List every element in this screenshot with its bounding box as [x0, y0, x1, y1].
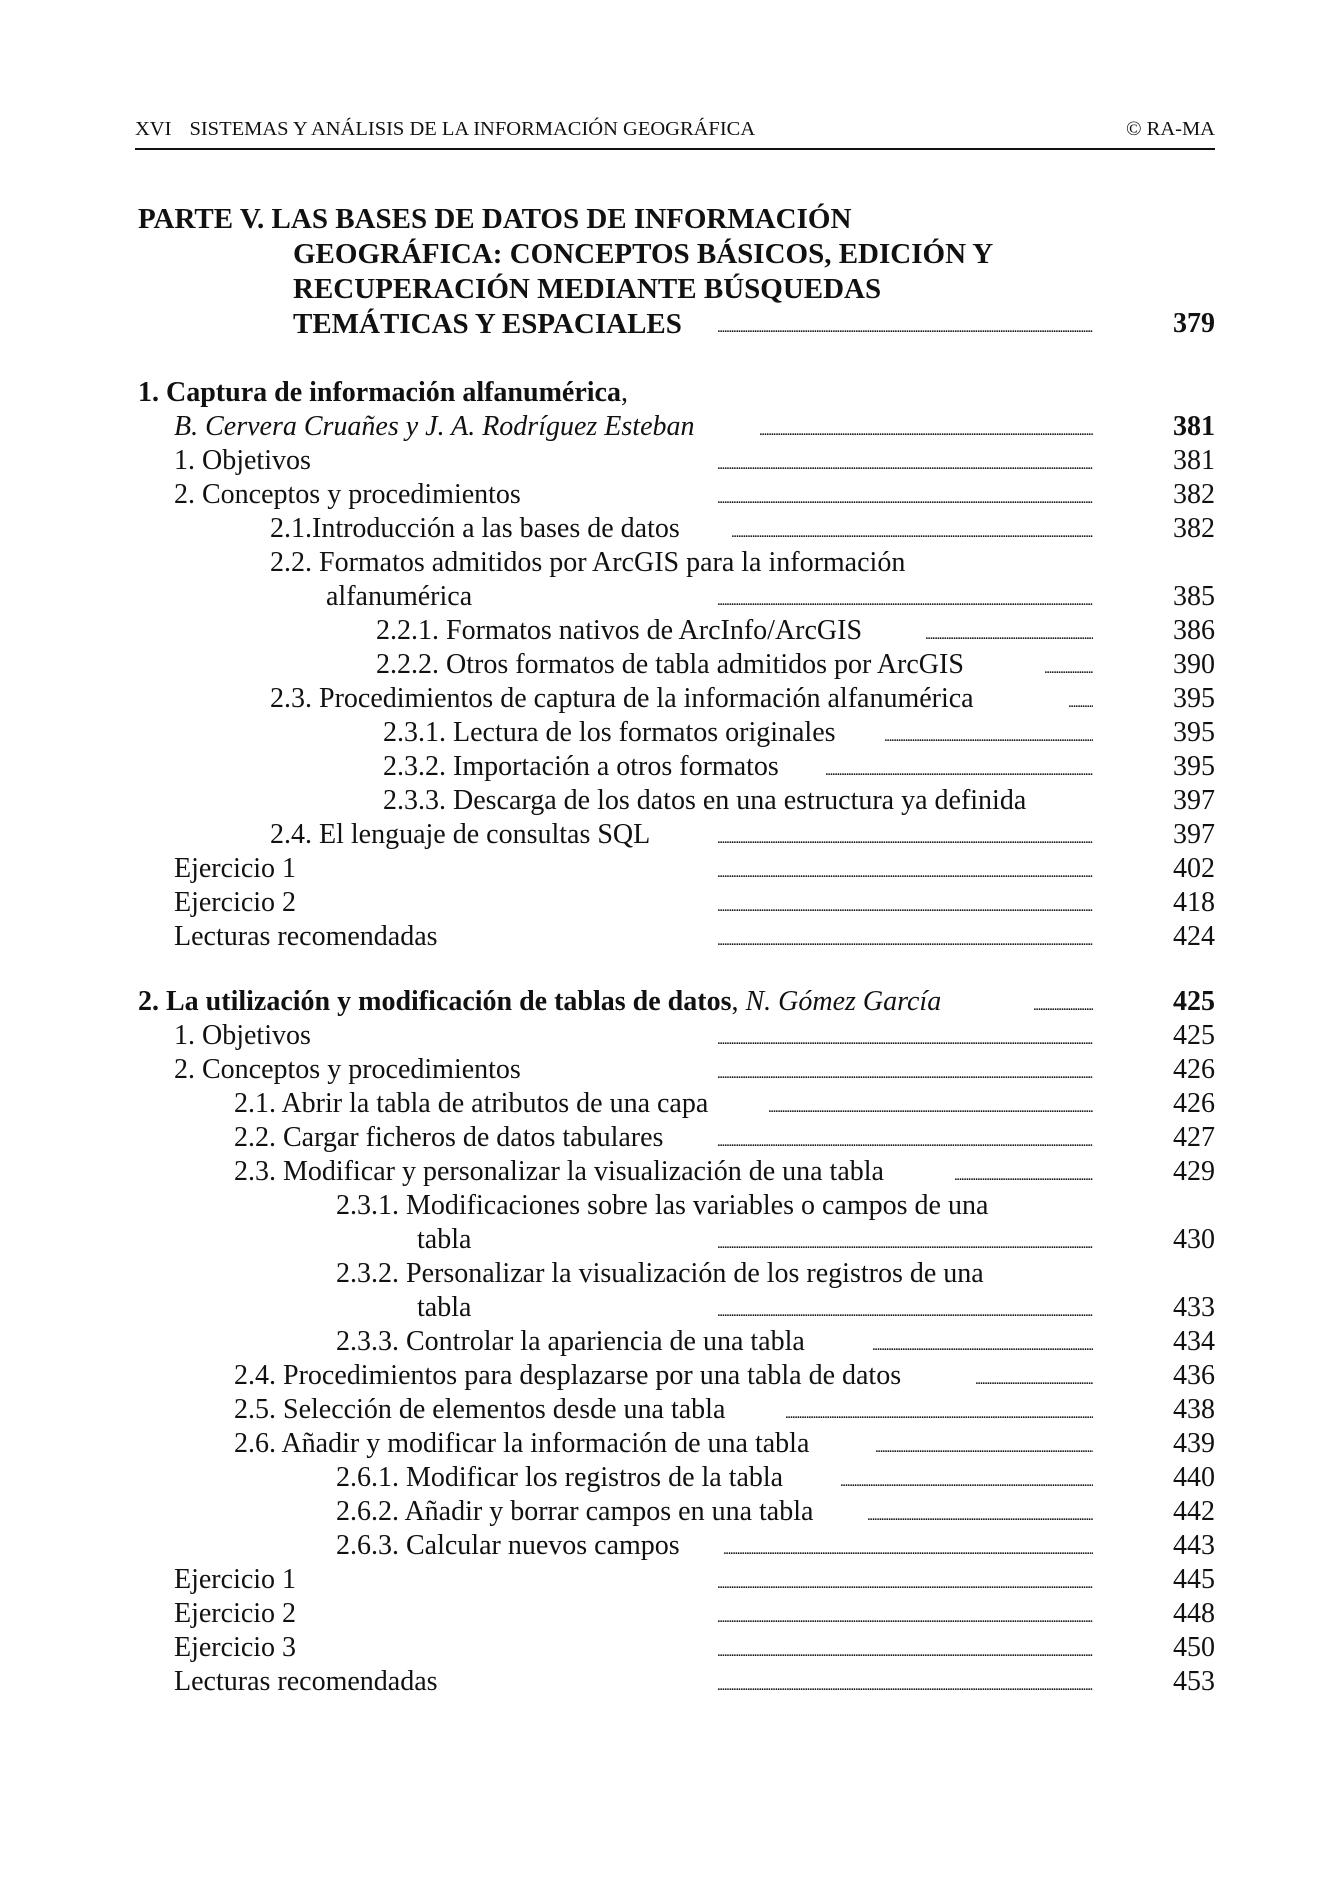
toc-entry-title: Lecturas recomendadas [174, 921, 438, 952]
toc-entry-title: 2.3.3. Controlar la apariencia de una tabla [336, 1326, 805, 1357]
toc-entry-page: 443 [1173, 1530, 1215, 1561]
dot-leader [867, 1495, 1093, 1533]
toc-entry-title: 2.2.2. Otros formatos de tabla admitidos por ArcGIS [376, 649, 964, 680]
toc-entry [174, 1563, 1093, 1597]
toc-entry-page: 397 [1173, 785, 1215, 816]
toc-entry [270, 512, 1093, 546]
toc-entry-title: Lecturas recomendadas [174, 1666, 438, 1697]
toc-entry-page: 402 [1173, 853, 1215, 884]
toc-entry-title: tabla [417, 1224, 472, 1255]
dot-leader [711, 307, 1093, 345]
part-heading-line [293, 307, 1093, 341]
toc-entry-page: 385 [1173, 581, 1215, 612]
toc-entry-title: 2.2. Cargar ficheros de datos tabulares [234, 1122, 664, 1153]
chapter-2-comma: , [731, 986, 746, 1017]
toc-entry-page: 381 [1173, 445, 1215, 476]
toc-entry [270, 818, 1093, 852]
chapter-1-comma: , [620, 377, 628, 408]
toc-entry-page: 426 [1173, 1088, 1215, 1119]
toc-entry-title: 1. Objetivos [174, 1020, 311, 1051]
toc-entry [234, 1427, 1093, 1461]
dot-leader [316, 1563, 1093, 1601]
dot-leader [723, 1529, 1093, 1567]
chapter-authors [174, 410, 1093, 444]
dot-leader [840, 1461, 1093, 1499]
dot-leader [975, 1359, 1093, 1397]
toc-entry [174, 1597, 1093, 1631]
chapter-2-authors: N. Gómez García [745, 986, 942, 1017]
toc-entry-title: tabla [417, 1292, 472, 1323]
page-folio: XVI [135, 118, 172, 140]
dot-leader [330, 1019, 1093, 1057]
toc-entry-page: 429 [1173, 1156, 1215, 1187]
toc-entry [336, 1461, 1093, 1495]
toc-entry-title: 2.3. Modificar y personalizar la visualización de una tabla [234, 1156, 884, 1187]
toc-entry [174, 1665, 1093, 1699]
dot-leader [1033, 985, 1093, 1023]
dot-leader [872, 1325, 1093, 1363]
chapter-1-page: 381 [1173, 411, 1215, 442]
dot-leader [768, 1087, 1093, 1125]
toc-entry-page: 397 [1173, 819, 1215, 850]
toc-entry-title: 2.6.2. Añadir y borrar campos en una tabla [336, 1496, 814, 1527]
dot-leader [450, 444, 1093, 482]
dot-leader [759, 410, 1093, 448]
running-head [135, 118, 1215, 150]
toc-entry-title: 2.3.3. Descarga de los datos en una estructura ya definida [383, 785, 1027, 816]
dot-leader [560, 478, 1093, 516]
toc-entry-title: Ejercicio 1 [174, 1564, 297, 1595]
toc-entry [234, 1121, 1093, 1155]
toc-entry [417, 1291, 1093, 1325]
toc-entry-title: 2.4. Procedimientos para desplazarse por una tabla de datos [234, 1360, 902, 1391]
toc-entry-title: Ejercicio 2 [174, 1598, 297, 1629]
toc-entry [174, 1053, 1093, 1087]
toc-entry-page: 425 [1173, 1020, 1215, 1051]
toc-entry [417, 1223, 1093, 1257]
toc-entry-title: 2.3.2. Importación a otros formatos [383, 751, 779, 782]
chapter-heading [138, 985, 1093, 1019]
toc-entry [383, 750, 1093, 784]
dot-leader [731, 512, 1093, 550]
part-title-line-2: GEOGRÁFICA: CONCEPTOS BÁSICOS, EDICIÓN Y [293, 238, 994, 270]
toc-entry [234, 1393, 1093, 1427]
toc-entry-page: 418 [1173, 887, 1215, 918]
toc-entry-page: 448 [1173, 1598, 1215, 1629]
toc-entry [376, 648, 1093, 682]
toc-entry [174, 852, 1093, 886]
toc-entry-title: 2.1.Introducción a las bases de datos [270, 513, 680, 544]
toc-entry [336, 1325, 1093, 1359]
dot-leader [825, 750, 1093, 788]
dot-leader [487, 1223, 1093, 1261]
toc-entry-title: Ejercicio 3 [174, 1632, 297, 1663]
running-head-left [135, 118, 755, 141]
toc-entry [336, 1189, 1093, 1223]
toc-entry [174, 1631, 1093, 1665]
dot-leader [1044, 648, 1093, 686]
toc-entry-page: 424 [1173, 921, 1215, 952]
toc-entry-page: 395 [1173, 683, 1215, 714]
toc-entry-page: 430 [1173, 1224, 1215, 1255]
dot-leader [560, 1053, 1093, 1091]
toc-entry [383, 784, 1093, 818]
toc-entry-page: 450 [1173, 1632, 1215, 1663]
toc-entry [383, 716, 1093, 750]
chapter-1-title: 1. Captura de información alfanumérica [138, 377, 621, 408]
dot-leader [487, 1291, 1093, 1329]
dot-leader [954, 1155, 1093, 1193]
toc-entry-title: 2.3.1. Modificaciones sobre las variables o campos de una [336, 1190, 989, 1221]
toc-entry [174, 920, 1093, 954]
toc-entry [336, 1257, 1093, 1291]
dot-leader [1068, 682, 1093, 720]
toc-entry [234, 1155, 1093, 1189]
dot-leader [694, 818, 1093, 856]
toc-entry [174, 886, 1093, 920]
toc-entry-title: 2.4. El lenguaje de consultas SQL [270, 819, 651, 850]
dot-leader [472, 1665, 1093, 1703]
dot-leader [875, 1427, 1093, 1465]
toc-entry-page: 434 [1173, 1326, 1215, 1357]
toc-entry-page: 386 [1173, 615, 1215, 646]
toc-entry-page: 382 [1173, 479, 1215, 510]
toc-entry-page: 433 [1173, 1292, 1215, 1323]
chapter-2-title: 2. La utilización y modificación de tablas de datos [138, 986, 732, 1017]
toc-entry [376, 614, 1093, 648]
dot-leader [710, 1121, 1093, 1159]
toc-entry [336, 1529, 1093, 1563]
toc-entry [174, 444, 1093, 478]
toc-entry-title: 2.6.1. Modificar los registros de la tabla [336, 1462, 784, 1493]
toc-entry [326, 580, 1093, 614]
part-title-line-1: PARTE V. LAS BASES DE DATOS DE INFORMACIÓN [138, 203, 852, 235]
part-page-number: 379 [1173, 308, 1215, 339]
toc-entry-title: Ejercicio 1 [174, 853, 297, 884]
toc-entry-page: 438 [1173, 1394, 1215, 1425]
dot-leader [510, 580, 1093, 618]
toc-entry-page: 390 [1173, 649, 1215, 680]
book-title: SISTEMAS Y ANÁLISIS DE LA INFORMACIÓN GEOGRÁFICA [189, 118, 756, 140]
toc-entry-page: 453 [1173, 1666, 1215, 1697]
toc-entry-page: 440 [1173, 1462, 1215, 1493]
toc-entry-page: 436 [1173, 1360, 1215, 1391]
toc-entry [270, 682, 1093, 716]
toc-entry [270, 546, 1093, 580]
chapter-1-authors: B. Cervera Cruañes y J. A. Rodríguez Esteban [174, 411, 695, 442]
toc-entry-title: 2. Conceptos y procedimientos [174, 1054, 521, 1085]
part-title-line-3: RECUPERACIÓN MEDIANTE BÚSQUEDAS [293, 273, 882, 305]
toc-entry-page: 439 [1173, 1428, 1215, 1459]
dot-leader [884, 716, 1093, 754]
toc-entry [234, 1359, 1093, 1393]
toc-entry-page: 445 [1173, 1564, 1215, 1595]
dot-leader [925, 614, 1093, 652]
toc-entry [234, 1087, 1093, 1121]
toc-entry-title: 2.6. Añadir y modificar la información de una tabla [234, 1428, 810, 1459]
toc-entry-page: 442 [1173, 1496, 1215, 1527]
dot-leader [316, 886, 1093, 924]
toc-entry-page: 426 [1173, 1054, 1215, 1085]
publisher-mark: © RA-MA [1125, 118, 1215, 140]
toc-entry-title: alfanumérica [326, 581, 473, 612]
dot-leader [316, 1631, 1093, 1669]
toc-entry [174, 478, 1093, 512]
part-title-line-4: TEMÁTICAS Y ESPACIALES [293, 308, 682, 340]
toc-entry [336, 1495, 1093, 1529]
toc-entry-title: 1. Objetivos [174, 445, 311, 476]
toc-entry-title: 2.2. Formatos admitidos por ArcGIS para la información [270, 547, 906, 578]
dot-leader [316, 852, 1093, 890]
toc-entry [174, 1019, 1093, 1053]
dot-leader [472, 920, 1093, 958]
toc-entry-title: 2.2.1. Formatos nativos de ArcInfo/ArcGIS [376, 615, 863, 646]
toc-entry-title: 2.6.3. Calcular nuevos campos [336, 1530, 680, 1561]
toc-entry-page: 395 [1173, 751, 1215, 782]
toc-entry-page: 395 [1173, 717, 1215, 748]
toc-entry-page: 427 [1173, 1122, 1215, 1153]
toc-entry-title: 2.1. Abrir la tabla de atributos de una capa [234, 1088, 709, 1119]
toc-entry-page: 382 [1173, 513, 1215, 544]
toc-entry-title: 2. Conceptos y procedimientos [174, 479, 521, 510]
toc-entry-title: 2.3. Procedimientos de captura de la información alfanumérica [270, 683, 974, 714]
dot-leader [316, 1597, 1093, 1635]
dot-leader [785, 1393, 1093, 1431]
chapter-2-page: 425 [1173, 986, 1215, 1017]
toc-entry-title: 2.5. Selección de elementos desde una tabla [234, 1394, 726, 1425]
toc-entry-title: Ejercicio 2 [174, 887, 297, 918]
toc-entry-title: 2.3.2. Personalizar la visualización de los registros de una [336, 1258, 984, 1289]
toc-entry-title: 2.3.1. Lectura de los formatos originales [383, 717, 836, 748]
